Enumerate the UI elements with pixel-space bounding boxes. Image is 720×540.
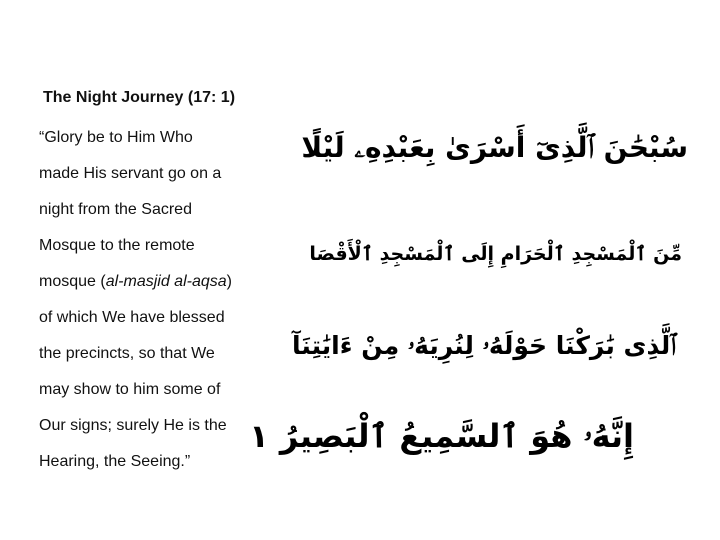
arabic-verse: [249, 112, 692, 482]
arabic-verse-line: سُبْحَٰنَ ٱلَّذِىٓ أَسْرَىٰ بِعَبْدِهِۦ لَيْلًا: [301, 131, 688, 164]
translation-line: the precincts, so that We: [39, 345, 215, 362]
translation-line: may show to him some of: [39, 381, 221, 398]
translation-line: made His servant go on a: [39, 165, 222, 182]
translation-line: Mosque to the remote: [39, 237, 195, 254]
arabic-verse-line: مِّنَ ٱلْمَسْجِدِ ٱلْحَرَامِ إِلَى ٱلْمَسْجِدِ ٱلْأَقْصَا: [309, 243, 682, 265]
translation-line: [39, 272, 232, 292]
translation-line: Hearing, the Seeing.”: [39, 453, 191, 470]
translation-line-part: ): [226, 273, 232, 290]
translation-line: of which We have blessed: [39, 309, 225, 326]
arabic-verse-line: إِنَّهُۥ هُوَ ٱلسَّمِيعُ ٱلْبَصِيرُ ١: [249, 417, 634, 455]
translation-line-part: mosque (: [39, 273, 106, 290]
translation-line: “Glory be to Him Who: [39, 129, 193, 146]
translation-line: night from the Sacred: [39, 201, 192, 218]
translation-line: Our signs; surely He is the: [39, 417, 227, 434]
slide-title: The Night Journey (17: 1): [43, 89, 236, 106]
arabic-verse-line: ٱلَّذِى بَٰرَكْنَا حَوْلَهُۥ لِنُرِيَهُۥ مِنْ ءَايَٰتِنَآ: [292, 331, 676, 360]
translation-italic-term: al-masjid al-aqsa: [105, 273, 227, 290]
